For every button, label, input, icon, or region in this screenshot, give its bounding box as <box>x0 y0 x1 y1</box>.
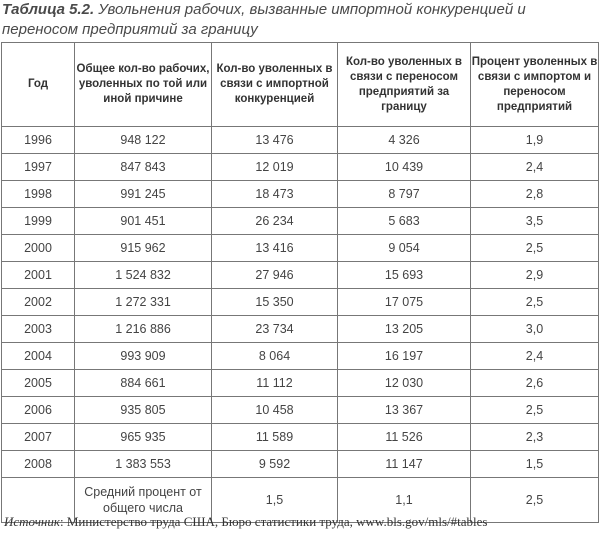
header-import-layoffs: Кол-во уволенных в связи с импортной конкуренцией <box>212 43 338 127</box>
table-cell: 26 234 <box>212 208 338 235</box>
table-cell: 4 326 <box>338 127 471 154</box>
table-cell: 9 592 <box>212 451 338 478</box>
table-cell: 15 693 <box>338 262 471 289</box>
table-caption <box>2 0 598 40</box>
table-cell: 23 734 <box>212 316 338 343</box>
table-cell: 11 112 <box>212 370 338 397</box>
table-cell: 1997 <box>2 154 75 181</box>
table-cell: 13 367 <box>338 397 471 424</box>
table-body <box>2 127 599 523</box>
summary-cell: Средний процент от общего числа <box>75 478 212 523</box>
source-label: Источник <box>4 514 60 529</box>
table-cell: 5 683 <box>338 208 471 235</box>
table-cell: 2,9 <box>471 262 599 289</box>
table-cell: 948 122 <box>75 127 212 154</box>
table-cell: 1,9 <box>471 127 599 154</box>
table-cell: 2005 <box>2 370 75 397</box>
table-cell: 847 843 <box>75 154 212 181</box>
table-cell: 16 197 <box>338 343 471 370</box>
table-cell: 10 439 <box>338 154 471 181</box>
header-percent: Процент уволенных в связи с импортом и переносом предприятий <box>471 43 599 127</box>
table-cell: 8 797 <box>338 181 471 208</box>
header-year: Год <box>2 43 75 127</box>
table-cell: 1,5 <box>471 451 599 478</box>
table-cell: 13 205 <box>338 316 471 343</box>
table-cell: 2,5 <box>471 235 599 262</box>
source-note <box>4 513 598 531</box>
table-cell: 27 946 <box>212 262 338 289</box>
table-cell: 9 054 <box>338 235 471 262</box>
table-cell: 2,3 <box>471 424 599 451</box>
summary-cell: 1,1 <box>338 478 471 523</box>
table-cell: 965 935 <box>75 424 212 451</box>
table-row <box>2 451 599 478</box>
table-cell: 13 416 <box>212 235 338 262</box>
table-row <box>2 370 599 397</box>
table-cell: 2008 <box>2 451 75 478</box>
table-row <box>2 181 599 208</box>
table-row <box>2 343 599 370</box>
table-row <box>2 235 599 262</box>
header-offshoring-layoffs: Кол-во уволенных в связи с переносом предприятий за границу <box>338 43 471 127</box>
table-row <box>2 154 599 181</box>
table-cell: 935 805 <box>75 397 212 424</box>
table-cell: 1 216 886 <box>75 316 212 343</box>
header-total-layoffs: Общее кол-во рабочих, уволенных по той или иной причине <box>75 43 212 127</box>
table-cell: 2002 <box>2 289 75 316</box>
table-cell: 915 962 <box>75 235 212 262</box>
layoffs-table <box>1 42 599 523</box>
summary-cell: 1,5 <box>212 478 338 523</box>
caption-label: Таблица 5.2. <box>2 1 95 18</box>
table-cell: 1996 <box>2 127 75 154</box>
table-cell: 13 476 <box>212 127 338 154</box>
table-row <box>2 316 599 343</box>
table-cell: 8 064 <box>212 343 338 370</box>
table-cell: 3,5 <box>471 208 599 235</box>
table-cell: 2000 <box>2 235 75 262</box>
table-row <box>2 397 599 424</box>
table-cell: 2,5 <box>471 397 599 424</box>
table-row <box>2 208 599 235</box>
table-cell: 1999 <box>2 208 75 235</box>
table-cell: 17 075 <box>338 289 471 316</box>
caption-text: Увольнения рабочих, вызванные импортной конкуренцией и переносом предприятий за границу <box>2 1 526 38</box>
table-cell: 2004 <box>2 343 75 370</box>
table-row <box>2 127 599 154</box>
table-cell: 2,4 <box>471 154 599 181</box>
table-cell: 884 661 <box>75 370 212 397</box>
summary-cell: 2,5 <box>471 478 599 523</box>
table-cell: 2,8 <box>471 181 599 208</box>
table-cell: 1998 <box>2 181 75 208</box>
table-row <box>2 424 599 451</box>
table-cell: 11 589 <box>212 424 338 451</box>
table-cell: 12 019 <box>212 154 338 181</box>
table-row <box>2 262 599 289</box>
table-cell: 11 526 <box>338 424 471 451</box>
source-text: : Министерство труда США, Бюро статистики труда, www.bls.gov/mls/#tables <box>59 514 488 529</box>
table-cell: 1 272 331 <box>75 289 212 316</box>
table-cell: 2007 <box>2 424 75 451</box>
table-cell: 1 524 832 <box>75 262 212 289</box>
table-cell: 18 473 <box>212 181 338 208</box>
table-cell: 2006 <box>2 397 75 424</box>
table-cell: 993 909 <box>75 343 212 370</box>
table-cell: 12 030 <box>338 370 471 397</box>
table-cell: 11 147 <box>338 451 471 478</box>
table-cell: 10 458 <box>212 397 338 424</box>
table-cell: 2,5 <box>471 289 599 316</box>
table-cell: 901 451 <box>75 208 212 235</box>
table-cell: 2003 <box>2 316 75 343</box>
table-cell: 15 350 <box>212 289 338 316</box>
table-cell: 2,4 <box>471 343 599 370</box>
table-cell: 3,0 <box>471 316 599 343</box>
table-cell: 2001 <box>2 262 75 289</box>
table-row <box>2 289 599 316</box>
header-row <box>2 43 599 127</box>
table-cell: 991 245 <box>75 181 212 208</box>
table-cell: 2,6 <box>471 370 599 397</box>
table-cell: 1 383 553 <box>75 451 212 478</box>
